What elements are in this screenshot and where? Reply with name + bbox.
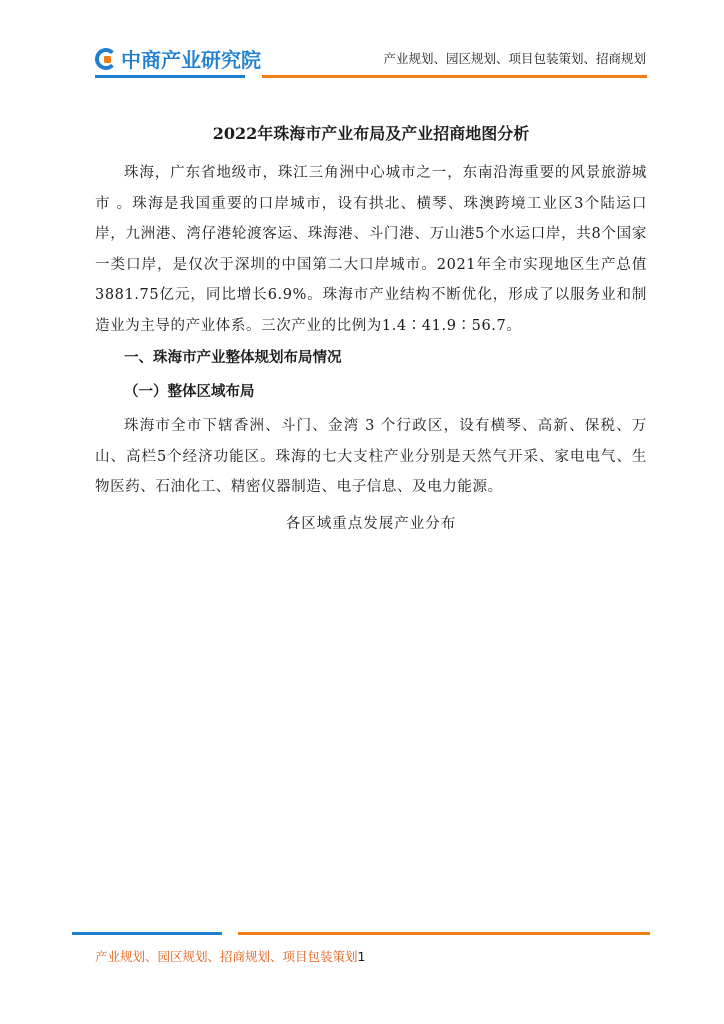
section-heading: 一、珠海市产业整体规划布局情况 (124, 349, 342, 366)
document-body (95, 120, 647, 539)
intro-paragraph: 珠海，广东省地级市，珠江三角洲中心城市之一，东南沿海重要的风景旅游城市 。珠海是我国重要的口岸城市，设有拱北、横琴、珠澳跨境工业区3个陆运口岸，九洲港、湾仔港轮渡客运、珠海港、斗门港、万山港5个水运口岸，共8个国家一类口岸，是仅次于深圳的中国第二大口岸城市。2021年全市实现地区生产总值3881.75亿元，同比增长6.9%。珠海市产业结构不断优化，形成了以服务业和制造业为主导的产业体系。三次产业的比例为1.4∶41.9∶56.7。 (95, 165, 647, 334)
figure-caption: 各区域重点发展产业分布 (285, 515, 457, 532)
company-logo (95, 44, 261, 73)
footer-rule-orange (238, 932, 650, 935)
page-footer (95, 947, 365, 965)
page-header (0, 0, 724, 90)
footer-rule-blue (72, 932, 222, 935)
header-tagline: 产业规划、园区规划、项目包装策划、招商规划 (383, 51, 646, 66)
document-title: 2022年珠海市产业布局及产业招商地图分析 (212, 124, 530, 143)
section-paragraph: 珠海市全市下辖香洲、斗门、金湾 3 个行政区，设有横琴、高新、保税、万山、高栏5个经济功能区。珠海的七大支柱产业分别是天然气开采、家电电气、生物医药、石油化工、精密仪器制造、电子信息、及电力能源。 (95, 418, 647, 495)
header-rule-orange (262, 75, 647, 78)
page-number: 1 (357, 949, 366, 964)
header-rule-blue (95, 75, 245, 78)
logo-icon (95, 48, 117, 70)
footer-text: 产业规划、园区规划、招商规划、项目包装策划 (95, 949, 358, 964)
logo-text: 中商产业研究院 (121, 48, 261, 72)
subsection-heading: （一）整体区域布局 (124, 383, 255, 400)
